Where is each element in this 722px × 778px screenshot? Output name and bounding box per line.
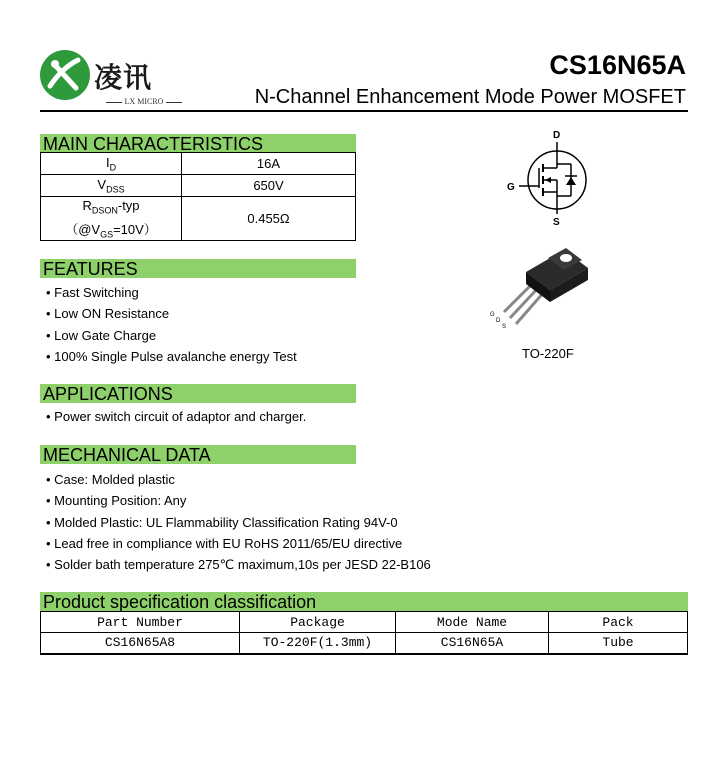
table-row (41, 153, 356, 175)
pin-label: S (502, 324, 507, 330)
mechanical-data-list (46, 469, 431, 575)
mechanical-data-heading: MECHANICAL DATA (40, 445, 356, 464)
company-logo (40, 50, 190, 112)
list-item: • Mounting Position: Any (46, 493, 187, 509)
list-item: • Case: Molded plastic (46, 472, 175, 487)
logo-text: 凌讯 (94, 61, 153, 94)
list-item: • Low ON Resistance (46, 306, 170, 322)
header-divider (40, 110, 688, 112)
list-item: • Molded Plastic: UL Flammability Classification Rating 94V-0 (46, 514, 398, 530)
param-cell: $V_{DSS}$ (41, 175, 182, 197)
table-row (41, 633, 688, 654)
list-item: • 100% Single Pulse avalanche energy Test (46, 348, 297, 364)
table-row (41, 197, 356, 241)
device-subtitle: N-Channel Enhancement Mode Power MOSFET (254, 86, 686, 108)
pin-label: G (490, 312, 495, 318)
to220f-package-icon (486, 242, 596, 334)
list-item: • Power switch circuit of adaptor and charger. (46, 409, 307, 424)
features-heading: FEATURES (40, 259, 356, 278)
value-cell: 650V (182, 175, 356, 197)
value-cell: 16A (182, 153, 356, 175)
column-header: Mode Name (396, 612, 549, 633)
applications-heading: APPLICATIONS (40, 384, 356, 403)
product-spec-heading: Product specification classification (40, 592, 688, 611)
param-cell: $I_D$ (41, 153, 182, 175)
drain-label: D (553, 130, 561, 141)
applications-list (46, 407, 306, 427)
column-header: Pack (549, 612, 688, 633)
list-item: • Lead free in compliance with EU RoHS 2011/65/EU directive (46, 535, 403, 551)
table-cell: CS16N65A8 (41, 633, 240, 654)
main-characteristics-heading: MAIN CHARACTERISTICS (40, 134, 356, 153)
list-item: • Fast Switching (46, 285, 139, 300)
list-item: • Low Gate Charge (46, 327, 157, 343)
list-item: • Solder bath temperature 275℃ maximum,10s per JESD 22-B106 (46, 557, 431, 573)
value-cell: 0.455Ω (182, 197, 356, 241)
column-header: Part Number (41, 612, 240, 633)
product-spec-table (40, 611, 688, 655)
table-cell: Tube (549, 633, 688, 654)
table-cell: TO-220F(1.3mm) (240, 633, 396, 654)
table-row (41, 175, 356, 197)
pin-label: D (496, 318, 501, 324)
package-label: TO-220F (522, 346, 574, 361)
table-cell: CS16N65A (396, 633, 549, 654)
table-header-row (41, 612, 688, 633)
main-characteristics-table (40, 152, 356, 241)
part-number-title: CS16N65A (549, 50, 686, 80)
gate-label: G (507, 182, 515, 193)
logo-emblem-icon (40, 50, 90, 100)
mosfet-symbol-icon (505, 128, 595, 228)
column-header: Package (240, 612, 396, 633)
features-list (46, 282, 297, 367)
logo-subtext: LX MICRO (94, 97, 194, 106)
param-cell: $R_{DSON}$-typ $(@V_{GS}=10V)$ (41, 197, 182, 241)
source-label: S (553, 217, 560, 228)
